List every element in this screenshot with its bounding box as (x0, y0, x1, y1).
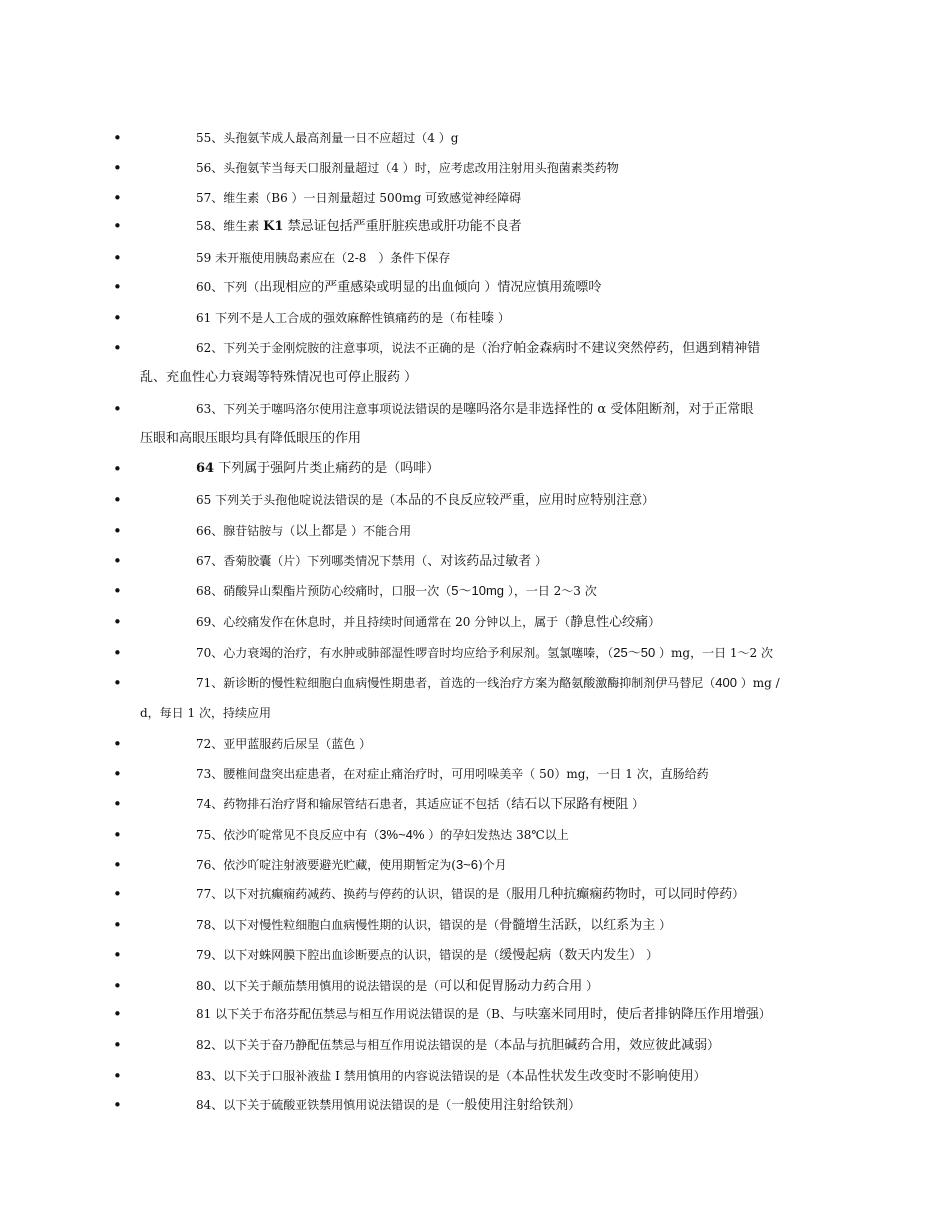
item-text: 77、以下对抗癫痫药减药、换药与停药的认识，错误的是（服用几种抗癫痫药物时，可以同时停药） (196, 887, 745, 902)
bullet-icon: • (113, 460, 122, 478)
bullet-icon: • (113, 826, 122, 844)
bullet-icon: • (113, 856, 122, 874)
item-text: 56、头孢氨苄当每天口服剂量超过（4 ）时，应考虑改用注射用头孢菌素类药物 (196, 161, 619, 175)
item-text: 60、下列（出现相应的严重感染或明显的出血倾向 ）情况应慎用巯嘌呤 (196, 280, 602, 295)
item-text-continued: 乱、充血性心力衰竭等特殊情况也可停止服药 ） (140, 370, 418, 385)
item-text: 83、以下关于口服补液盐 I 禁用慎用的内容说法错误的是（本品性状发生改变时不影响使用） (196, 1069, 706, 1084)
item-text: 72、亚甲蓝服药后尿呈（蓝色 ） (196, 737, 372, 751)
item-text: 58、维生素 K1 禁忌证包括严重肝脏疾患或肝功能不良者 (196, 219, 522, 234)
bullet-icon: • (113, 129, 122, 147)
item-text: 84、以下关于硫酸亚铁禁用慎用说法错误的是（一般使用注射给铁剂） (196, 1098, 581, 1113)
bullet-icon: • (113, 552, 122, 570)
bullet-icon: • (113, 249, 122, 267)
item-text: 71、新诊断的慢性粒细胞白血病慢性期患者，首选的一线治疗方案为酪氨酸激酶抑制剂伊马替尼（400 ）mg / (196, 675, 780, 690)
item-text: 62、下列关于金刚烷胺的注意事项，说法不正确的是（治疗帕金森病时不建议突然停药，但遇到精神错 (196, 341, 761, 356)
bullet-icon: • (113, 765, 122, 783)
bullet-icon: • (113, 674, 122, 692)
item-text: 79、以下对蛛网膜下腔出血诊断要点的认识，错误的是（缓慢起病（数天内发生） ） (196, 948, 659, 963)
item-text: 76、依沙吖啶注射液要避光贮藏，使用期暂定为(3~6)个月 (196, 857, 507, 872)
bullet-icon: • (113, 916, 122, 934)
bullet-icon: • (113, 217, 122, 235)
item-text: 81 以下关于布洛芬配伍禁忌与相互作用说法错误的是（B、与呋塞米同用时，使后者排钠降压作用增强） (196, 1007, 771, 1022)
item-text: 70、心力衰竭的治疗，有水肿或肺部湿性啰音时均应给予利尿剂。氢氯噻嗪，（25～50 ）mg，一日 1～2 次 (196, 645, 773, 660)
bullet-icon: • (113, 1036, 122, 1054)
bullet-icon: • (113, 735, 122, 753)
bullet-icon: • (113, 946, 122, 964)
item-text: 65 下列关于头孢他啶说法错误的是（本品的不良反应较严重，应用时应特别注意） (196, 493, 655, 508)
bullet-icon: • (113, 582, 122, 600)
item-text-continued: 压眼和高眼压眼均具有降低眼压的作用 (140, 431, 362, 446)
item-text: 64 下列属于强阿片类止痛药的是（吗啡） (196, 461, 440, 476)
item-text: 80、以下关于颠茄禁用慎用的说法错误的是（可以和促胃肠动力药合用 ） (196, 979, 599, 994)
bullet-icon: • (113, 400, 122, 418)
bullet-icon: • (113, 522, 122, 540)
bullet-icon: • (113, 977, 122, 995)
item-text-continued: d，每日 1 次，持续应用 (140, 706, 271, 720)
bullet-icon: • (113, 795, 122, 813)
bullet-icon: • (113, 613, 122, 631)
item-text: 66、腺苷钴胺与（以上都是 ）不能合用 (196, 524, 412, 539)
item-text: 61 下列不是人工合成的强效麻醉性镇痛药的是（布桂嗪 ） (196, 311, 510, 326)
item-text: 73、腰椎间盘突出症患者，在对症止痛治疗时，可用吲哚美辛（ 50）mg，一日 1 次，直肠给药 (196, 767, 709, 781)
item-text: 78、以下对慢性粒细胞白血病慢性期的认识，错误的是（骨髓增生活跃，以红系为主 ） (196, 918, 672, 933)
bullet-icon: • (113, 339, 122, 357)
bullet-icon: • (113, 278, 122, 296)
bullet-icon: • (113, 885, 122, 903)
item-text: 75、依沙吖啶常见不良反应中有（3%~4% ）的孕妇发热达 38℃以上 (196, 827, 569, 842)
item-text: 59 未开瓶使用胰岛素应在（2-8 ）条件下保存 (196, 251, 451, 265)
item-text: 55、头孢氨苄成人最高剂量一日不应超过（4 ）g (196, 131, 459, 145)
bullet-icon: • (113, 1096, 122, 1114)
bullet-icon: • (113, 189, 122, 207)
item-text: 82、以下关于奋乃静配伍禁忌与相互作用说法错误的是（本品与抗胆碱药合用，效应彼此减弱） (196, 1038, 720, 1053)
item-text: 63、下列关于噻吗洛尔使用注意事项说法错误的是噻吗洛尔是非选择性的 α 受体阻断剂，对于正常眼 (196, 402, 754, 417)
bullet-icon: • (113, 1005, 122, 1023)
bullet-icon: • (113, 1067, 122, 1085)
bullet-icon: • (113, 491, 122, 509)
item-text: 74、药物排石治疗肾和输尿管结石患者，其适应证不包括（结石以下尿路有梗阻 ） (196, 797, 645, 812)
item-text: 68、硝酸异山梨酯片预防心绞痛时，口服一次（5～10mg ），一日 2～3 次 (196, 583, 597, 598)
bullet-icon: • (113, 309, 122, 327)
item-text: 69、心绞痛发作在休息时，并且持续时间通常在 20 分钟以上，属于（静息性心绞痛） (196, 615, 661, 630)
item-text: 67、香菊胶囊（片）下列哪类情况下禁用（、对该药品过敏者 ） (196, 554, 548, 569)
item-text: 57、维生素（B6 ）一日剂量超过 500mg 可致感觉神经障碍 (196, 191, 522, 205)
bullet-icon: • (113, 644, 122, 662)
bullet-icon: • (113, 159, 122, 177)
